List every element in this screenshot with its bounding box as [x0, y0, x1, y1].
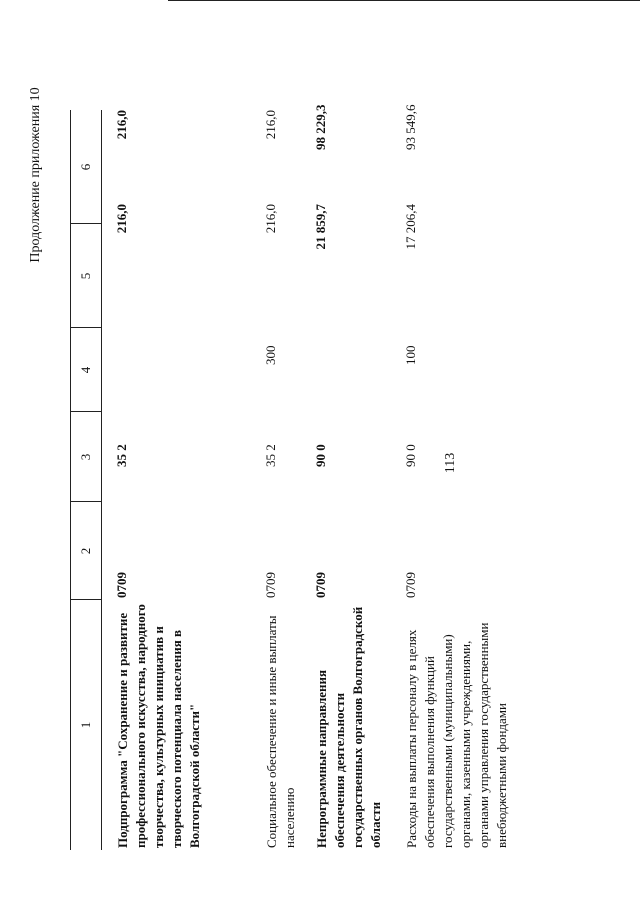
top-rule — [168, 0, 640, 1]
row-sum-5: 216,0 — [263, 204, 278, 234]
row-sum-5: 21 859,7 — [313, 204, 328, 250]
row-type: 100 — [403, 345, 418, 365]
row-sum-5: 216,0 — [114, 204, 129, 234]
row-target: 35 2 — [263, 444, 278, 467]
page-number: 113 — [443, 452, 458, 474]
row-sum-5: 17 206,4 — [403, 204, 418, 250]
row-sum-6: 216,0 — [114, 110, 129, 140]
row-section: 0709 — [114, 572, 129, 598]
header-col-6: 6 — [78, 163, 93, 171]
row-name: Расходы на выплаты персоналу в целях обеспечения выполнения функций государственными (муниципальными) органами, казенными учреждениями, органами управления государственными внебюджетными фондами — [404, 622, 509, 848]
header-col-1: 1 — [78, 721, 93, 729]
row-name: Непрограммные направления обеспечения деятельности государственных органов Волгоградской области — [314, 606, 383, 848]
table-row — [263, 110, 303, 850]
row-section: 0709 — [403, 572, 418, 598]
table-row — [114, 110, 254, 850]
row-type: 300 — [263, 345, 278, 365]
row-name: Социальное обеспечение и иные выплаты населению — [264, 615, 297, 848]
row-target: 90 0 — [313, 444, 328, 467]
header-col-2: 2 — [78, 547, 93, 555]
appendix-continuation-note: Продолжение приложения 10 — [28, 87, 43, 263]
column-divider — [70, 223, 101, 224]
row-sum-6: 216,0 — [263, 110, 278, 140]
table-row — [313, 104, 393, 850]
column-divider — [70, 501, 101, 502]
table-top-rule — [70, 110, 71, 850]
row-target: 90 0 — [403, 444, 418, 467]
table-row — [403, 104, 523, 850]
column-divider — [70, 327, 101, 328]
column-divider — [70, 599, 101, 600]
header-col-3: 3 — [78, 453, 93, 461]
row-name: Подпрограмма "Сохранение и развитие профессионального искусства, народного творчества, культурных инициатив и творческого потенциала населения в Волгоградской области" — [115, 604, 202, 848]
row-target: 35 2 — [114, 444, 129, 467]
header-col-5: 5 — [78, 272, 93, 280]
row-sum-6: 98 229,3 — [313, 104, 328, 150]
header-col-4: 4 — [78, 366, 93, 374]
row-section: 0709 — [313, 572, 328, 598]
table-header-rule — [101, 110, 102, 850]
row-section: 0709 — [263, 572, 278, 598]
column-divider — [70, 411, 101, 412]
budget-table — [70, 90, 630, 850]
row-sum-6: 93 549,6 — [403, 104, 418, 150]
